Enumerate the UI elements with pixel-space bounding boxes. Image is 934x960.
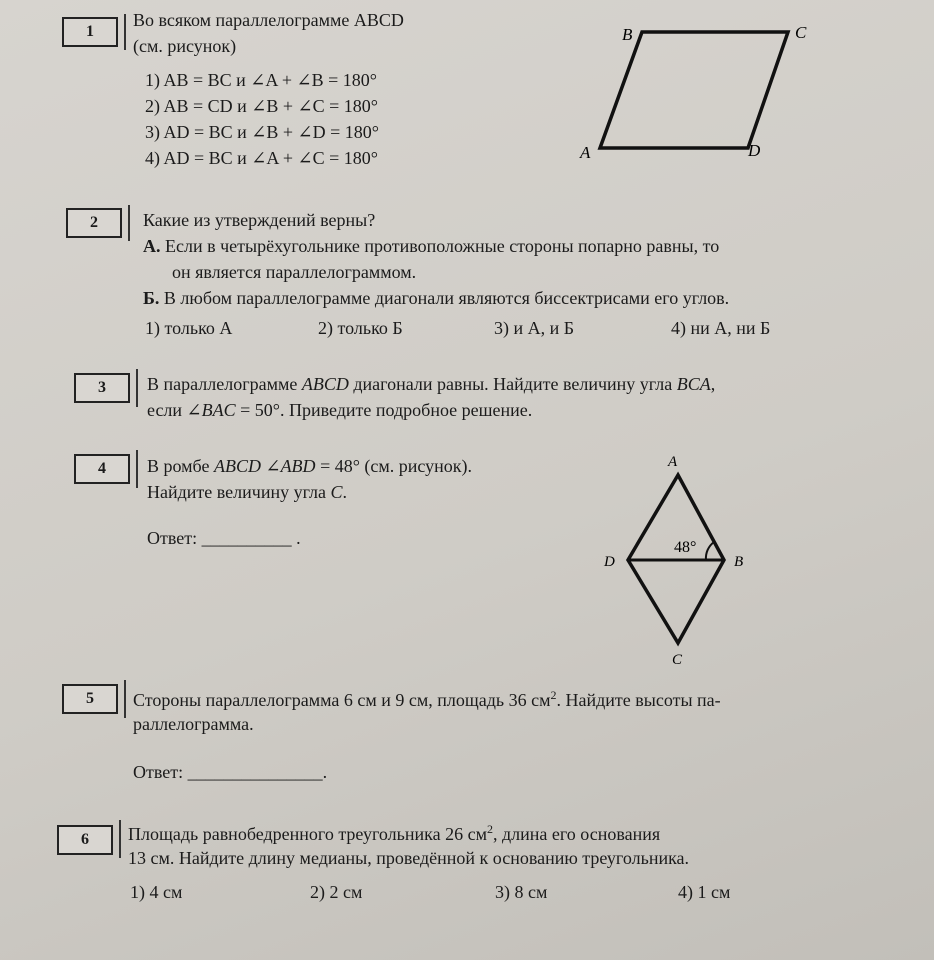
q1-option-3: 3) AD = BC и ∠B + ∠D = 180° (145, 122, 379, 142)
q2-option-3: 3) и А, и Б (494, 318, 575, 338)
q4-var-c: C (330, 482, 343, 502)
q3-text-part: В параллелограмме (147, 374, 302, 394)
q5-superscript: 2 (550, 688, 557, 702)
q3-var-abcd: ABCD (301, 374, 349, 394)
task-number-6: 6 (57, 825, 113, 855)
q4-text-part: = 48° (см. рисунок). (315, 456, 473, 476)
q3-text-line-1 (147, 374, 715, 395)
divider-1 (124, 14, 126, 50)
q2-statement-a-marker: А. (143, 236, 161, 256)
angle-label-48: 48° (674, 539, 697, 556)
vertex-label-a: A (580, 143, 591, 162)
q1-text-line-2: (см. рисунок) (133, 36, 237, 56)
q2-question: Какие из утверждений верны? (143, 210, 376, 230)
q4-answer-line: Ответ: __________ . (147, 528, 301, 548)
vertex-label-c: C (795, 23, 807, 42)
q5-answer-line: Ответ: _______________. (133, 762, 328, 782)
q3-text-part: = 50°. Приведите подробное решение. (235, 400, 533, 420)
q2-statement-b-marker: Б. (143, 288, 160, 308)
q6-option-3: 3) 8 см (495, 882, 548, 902)
task-number-2: 2 (66, 208, 122, 238)
q4-text-part: Найдите величину угла (147, 482, 331, 502)
q2-statement-b (143, 288, 729, 309)
task-number-3: 3 (74, 373, 130, 403)
q6-option-4: 4) 1 см (678, 882, 731, 902)
q3-var-bca: BCA (676, 374, 711, 394)
q6-option-1: 1) 4 см (130, 882, 183, 902)
task-number-1: 1 (62, 17, 118, 47)
divider-5 (124, 680, 126, 718)
q3-text-part: , (710, 374, 716, 394)
q4-var-abd: ABD (280, 456, 316, 476)
divider-4 (136, 450, 138, 488)
q4-text-line-2 (147, 482, 347, 503)
q6-option-2: 2) 2 см (310, 882, 363, 902)
parallelogram-figure (560, 10, 820, 180)
q4-text-part: ∠ (260, 456, 281, 476)
q6-text-line-1 (128, 822, 660, 845)
q3-var-bac: BAC (201, 400, 236, 420)
vertex-label-b: B (734, 554, 744, 570)
q2-option-4: 4) ни А, ни Б (671, 318, 771, 338)
q5-text-line-2: раллелограмма. (133, 714, 254, 734)
q4-text-part: В ромбе (147, 456, 214, 476)
q1-text-line-1: Во всяком параллелограмме ABCD (133, 10, 404, 30)
divider-2 (128, 205, 130, 241)
task-number-4: 4 (74, 454, 130, 484)
q2-statement-a-line-2: он является параллелограммом. (172, 262, 417, 282)
q1-option-2: 2) AB = CD и ∠B + ∠C = 180° (145, 96, 378, 116)
q2-statement-a-text: Если в четырёхугольнике противоположные стороны попарно равны, то (165, 236, 720, 256)
q4-text-line-1 (147, 456, 472, 477)
q5-text-part: Стороны параллелограмма 6 см и 9 см, площадь 36 см (133, 690, 551, 710)
q6-text-line-2: 13 см. Найдите длину медианы, проведённой к основанию треугольника. (128, 848, 690, 868)
q2-option-2: 2) только Б (318, 318, 403, 338)
q1-option-1: 1) AB = BC и ∠A + ∠B = 180° (145, 70, 377, 90)
divider-3 (136, 369, 138, 407)
angle-arc-abd (706, 542, 714, 560)
q3-text-line-2 (147, 400, 532, 421)
q4-var-abcd: ABCD (213, 456, 261, 476)
vertex-label-b: B (622, 25, 633, 44)
q2-statement-a-line-1 (143, 236, 719, 257)
q2-statement-b-text: В любом параллелограмме диагонали являются биссектрисами его углов. (163, 288, 730, 308)
vertex-label-a: A (668, 454, 678, 470)
q2-option-1: 1) только А (145, 318, 233, 338)
vertex-label-d: D (604, 554, 615, 570)
q6-text-part: , длина его основания (492, 824, 661, 844)
rhombus-figure (600, 450, 760, 675)
q3-text-part: диагонали равны. Найдите величину угла (348, 374, 677, 394)
task-number-5: 5 (62, 684, 118, 714)
q1-option-4: 4) AD = BC и ∠A + ∠C = 180° (145, 148, 378, 168)
divider-6 (119, 820, 121, 858)
q4-text-part: . (342, 482, 348, 502)
parallelogram-shape (600, 32, 788, 148)
vertex-label-c: C (672, 652, 683, 668)
q5-text-line-1 (133, 688, 721, 711)
vertex-label-d: D (748, 141, 761, 160)
q6-text-part: Площадь равнобедренного треугольника 26 см (128, 824, 487, 844)
q5-text-part: . Найдите высоты па- (556, 690, 721, 710)
q6-superscript: 2 (486, 822, 493, 836)
q3-text-part: если ∠ (147, 400, 202, 420)
